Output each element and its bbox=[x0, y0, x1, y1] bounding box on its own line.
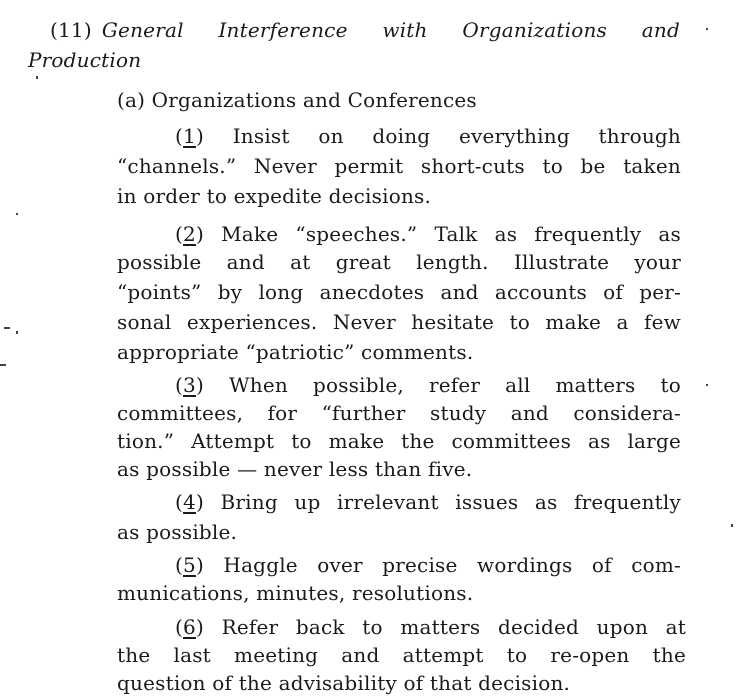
section-heading-line1 bbox=[50, 18, 680, 42]
scan-speck bbox=[16, 331, 18, 334]
item-text: When possible, refer all matters to bbox=[229, 373, 682, 397]
item-3-line-2: committees, for “further study and considera- bbox=[117, 401, 681, 425]
item-3-line-4: as possible — never less than five. bbox=[117, 457, 473, 481]
item-text: Haggle over precise wordings of com- bbox=[223, 553, 681, 577]
item-1-line-1 bbox=[175, 124, 681, 148]
item-2-line-2: possible and at great length. Illustrate your bbox=[117, 250, 681, 274]
item-number: (4) bbox=[175, 490, 204, 514]
section-number: (11) bbox=[50, 18, 92, 42]
subsection-heading: (a) Organizations and Conferences bbox=[117, 88, 477, 112]
scan-speck bbox=[706, 28, 708, 30]
scan-speck bbox=[706, 384, 708, 386]
section-heading-line2: Production bbox=[28, 48, 142, 72]
scan-speck bbox=[731, 524, 733, 527]
item-3-line-1 bbox=[175, 373, 681, 397]
scan-speck bbox=[0, 364, 6, 366]
item-number: (1) bbox=[175, 124, 204, 148]
item-6-line-1 bbox=[175, 615, 686, 639]
item-6-line-2: the last meeting and attempt to re-open the bbox=[117, 643, 686, 667]
item-6-line-3: question of the advisability of that decision. bbox=[117, 671, 571, 695]
item-4-line-2: as possible. bbox=[117, 520, 238, 544]
scan-speck bbox=[36, 76, 38, 79]
item-text: Make “speeches.” Talk as frequently as bbox=[221, 222, 681, 246]
item-2-line-4: sonal experiences. Never hesitate to make a few bbox=[117, 310, 681, 334]
item-text: Insist on doing everything through bbox=[232, 124, 682, 148]
item-number: (2) bbox=[175, 222, 204, 246]
scan-speck bbox=[16, 213, 18, 215]
item-2-line-5: appropriate “patriotic” comments. bbox=[117, 340, 474, 364]
item-2-line-3: “points” by long anecdotes and accounts of per- bbox=[117, 280, 681, 304]
item-3-line-3: tion.” Attempt to make the committees as large bbox=[117, 429, 681, 453]
item-4-line-1 bbox=[175, 490, 681, 514]
item-1-line-3: in order to expedite decisions. bbox=[117, 184, 432, 208]
item-5-line-2: munications, minutes, resolutions. bbox=[117, 581, 474, 605]
item-text: Refer back to matters decided upon at bbox=[221, 615, 686, 639]
item-5-line-1 bbox=[175, 553, 681, 577]
section-title: General Interference with Organizations and bbox=[101, 18, 680, 42]
item-text: Bring up irrelevant issues as frequently bbox=[220, 490, 681, 514]
item-1-line-2: “channels.” Never permit short-cuts to be taken bbox=[117, 154, 681, 178]
scan-speck bbox=[4, 327, 10, 329]
item-number: (3) bbox=[175, 373, 204, 397]
item-2-line-1 bbox=[175, 222, 681, 246]
item-number: (5) bbox=[175, 553, 204, 577]
item-number: (6) bbox=[175, 615, 204, 639]
